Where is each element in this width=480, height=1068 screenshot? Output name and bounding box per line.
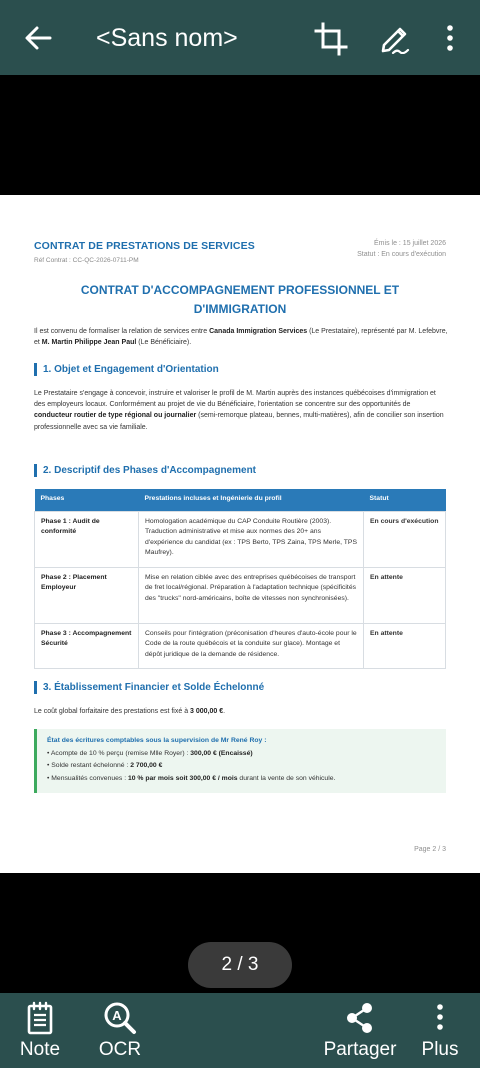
section-3-heading: 3. Établissement Financier et Solde Échelonné bbox=[34, 681, 264, 694]
page-number: Page 2 / 3 bbox=[414, 846, 446, 853]
description-cell: Mise en relation ciblée avec des entreprises québécoises de transport de fret local/régional. Préparation à l'adaptation technique (spécificités des "trucks" nord-américains, boîte de vitesses non synchronisées). bbox=[139, 567, 364, 623]
more-button[interactable] bbox=[418, 1001, 462, 1061]
callout-title: État des écritures comptables sous la supervision de Mr René Roy : bbox=[47, 737, 267, 744]
document-meta bbox=[357, 239, 446, 260]
section-1-paragraph: Le Prestataire s'engage à concevoir, instruire et valoriser le profil de M. Martin auprès des instances québécoises d'immigration et des employeurs locaux. Conformément au projet de vie du Bénéficiaire, l'orientation se concentre sur des opportunités de conducteur routier de type régional ou journalier (semi-remorque plateau, bennes, multi-matières), afin de concilier son insertion professionnelle avec sa vie familiale. bbox=[34, 390, 444, 431]
share-icon bbox=[345, 1001, 375, 1035]
ocr-label: OCR bbox=[98, 1039, 142, 1060]
pen-icon[interactable] bbox=[380, 22, 410, 54]
callout-line-installments: • Mensualités convenues : 10 % par mois soit 300,00 € / mois durant la vente de son véhicule. bbox=[47, 774, 336, 782]
phase-cell: Phase 1 : Audit de conformité bbox=[35, 511, 139, 567]
document-header bbox=[34, 240, 255, 264]
status-cell: En attente bbox=[364, 567, 446, 623]
notepad-icon bbox=[26, 1001, 54, 1035]
bottom-app-bar bbox=[0, 993, 480, 1068]
column-header: Phases bbox=[35, 489, 139, 511]
description-cell: Homologation académique du CAP Conduite Routière (2003). Traduction administrative et mise aux normes des 20+ ans d'expérience du candidat (ex : TPS Berto, TPS Zaina, TPS Merle, TPS Maufrey). bbox=[139, 511, 364, 567]
top-app-bar bbox=[0, 0, 480, 75]
note-label: Note bbox=[19, 1039, 61, 1060]
intro-paragraph: Il est convenu de formaliser la relation de services entre Canada Immigration Services (Le Prestataire), représenté par M. Lefebvre, et M. Martin Philippe Jean Paul (Le Bénéficiaire). bbox=[34, 328, 448, 346]
issue-date: Émis le : 15 juillet 2026 bbox=[374, 240, 446, 247]
contract-reference: Réf Contrat : CC-QC-2026-0711-PM bbox=[34, 257, 139, 264]
more-vert-icon[interactable] bbox=[440, 24, 460, 52]
phase-cell: Phase 2 : Placement Employeur bbox=[35, 567, 139, 623]
more-vert-icon bbox=[434, 1001, 446, 1035]
note-button[interactable] bbox=[14, 1001, 66, 1061]
section-2-heading: 2. Descriptif des Phases d'Accompagnement bbox=[34, 464, 256, 477]
phases-table bbox=[34, 489, 446, 669]
main-title: CONTRAT D'ACCOMPAGNEMENT PROFESSIONNEL ET D'IMMIGRATION bbox=[80, 283, 400, 316]
svg-text:A: A bbox=[112, 1008, 122, 1023]
ocr-search-icon bbox=[102, 1001, 138, 1035]
table-row bbox=[35, 623, 446, 668]
description-cell: Conseils pour l'intégration (préconisation d'heures d'auto-école pour le Code de la route québécois et la conduite sur glace). Montage et dépôt juridique de la demande de résidence. bbox=[139, 623, 364, 668]
phase-cell: Phase 3 : Accompagnement Sécurité bbox=[35, 623, 139, 668]
more-label: Plus bbox=[421, 1039, 459, 1060]
section-3-paragraph: Le coût global forfaitaire des prestations est fixé à 3 000,00 €. bbox=[34, 708, 226, 715]
ocr-button[interactable] bbox=[98, 1001, 142, 1061]
section-1-heading: 1. Objet et Engagement d'Orientation bbox=[34, 363, 219, 376]
contract-status: Statut : En cours d'exécution bbox=[357, 250, 446, 258]
table-header-row bbox=[35, 489, 446, 511]
crop-icon[interactable] bbox=[314, 22, 348, 56]
table-row bbox=[35, 567, 446, 623]
arrow-left-icon[interactable] bbox=[22, 22, 54, 54]
callout-line-balance: • Solde restant échelonné : 2 700,00 € bbox=[47, 762, 163, 769]
status-cell: En cours d'exécution bbox=[364, 511, 446, 567]
status-cell: En attente bbox=[364, 623, 446, 668]
document-page[interactable] bbox=[0, 195, 480, 873]
column-header: Prestations incluses et Ingénierie du profil bbox=[139, 489, 364, 511]
table-row bbox=[35, 511, 446, 567]
column-header: Statut bbox=[364, 489, 446, 511]
document-title: <Sans nom> bbox=[96, 24, 238, 52]
share-button[interactable] bbox=[322, 1001, 398, 1061]
page-indicator: 2 / 3 bbox=[188, 942, 292, 988]
callout-line-deposit: • Acompte de 10 % perçu (remise Mlle Royer) : 300,00 € (Encaissé) bbox=[47, 749, 253, 757]
contract-type-title: CONTRAT DE PRESTATIONS DE SERVICES bbox=[34, 240, 255, 252]
share-label: Partager bbox=[323, 1039, 397, 1060]
accounting-callout bbox=[34, 729, 446, 793]
